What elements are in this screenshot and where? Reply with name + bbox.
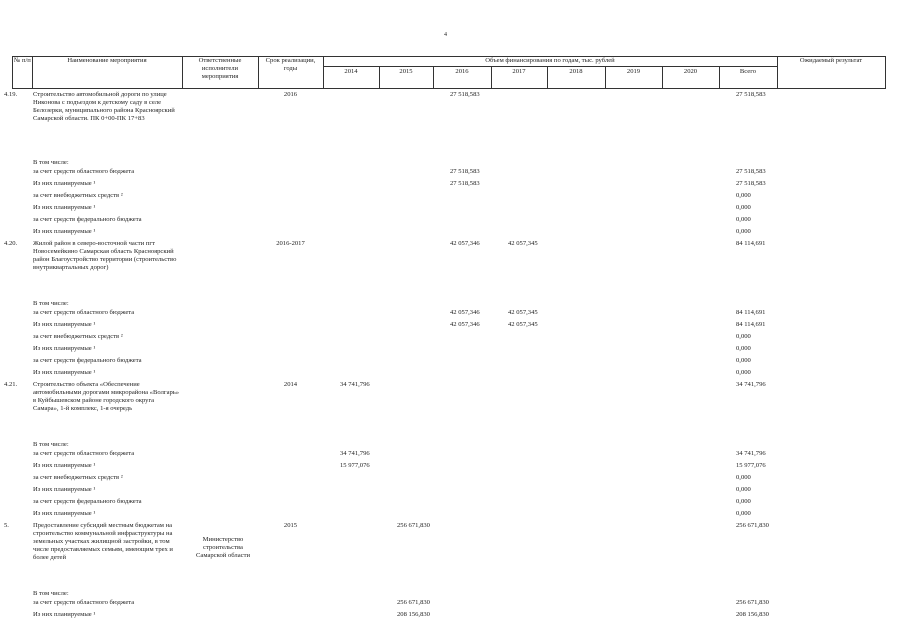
row-label: за счет внебюджетных средств ²: [33, 192, 123, 199]
header-responsible: Ответственные исполнители мероприятия: [198, 57, 242, 80]
header-funding: Объем финансирования по годам, тыс. рублей: [485, 57, 615, 64]
row-value-v2016: 27 518,583: [450, 180, 480, 187]
row-value-v2014: 15 977,076: [340, 462, 370, 469]
row-label: за счет средств областного бюджета: [33, 599, 135, 606]
row-number: 4.20.: [4, 240, 18, 247]
row-label: Из них планируемые ¹: [33, 486, 96, 493]
header-year: 2015: [399, 68, 413, 75]
year-row-divider: [323, 66, 777, 67]
row-label: за счет средств федерального бюджета: [33, 498, 142, 505]
row-value-v2016: 42 057,346: [450, 240, 480, 247]
row-value-v2016: 42 057,346: [450, 321, 480, 328]
row-number: 4.21.: [4, 381, 18, 388]
row-label: за счет средств областного бюджета: [33, 309, 135, 316]
row-period: 2015: [283, 522, 298, 529]
row-value-total: 34 741,796: [736, 450, 766, 457]
row-value-v2016: 27 518,583: [450, 91, 480, 98]
row-value-total: 0,000: [736, 228, 751, 235]
row-value-total: 0,000: [736, 474, 751, 481]
row-value-v2015: 256 671,830: [397, 522, 430, 529]
row-label: Из них планируемые ¹: [33, 345, 96, 352]
header-year: 2017: [512, 68, 526, 75]
row-label: за счет средств федерального бюджета: [33, 216, 142, 223]
row-responsible: Министерство строительства Самарской области: [196, 536, 250, 559]
row-value-total: 0,000: [736, 333, 751, 340]
row-label: за счет средств областного бюджета: [33, 168, 135, 175]
header-year: 2020: [683, 68, 698, 75]
row-value-v2014: 34 741,796: [340, 381, 370, 388]
row-value-total: 256 671,830: [736, 522, 769, 529]
row-value-v2015: 208 156,830: [397, 611, 430, 618]
row-name: Строительство автомобильной дороги по улице Никонова с подъездом к детскому саду в селе Белозерки, муниципального района Красноярский Самарской области. ПК 0+00-ПК 17+83: [33, 91, 175, 122]
row-name: Строительство объекта «Обеспечение автомобильными дорогами микрорайона «Волгарь» в Куйбышевском районе городского округа Самара», 1-й комплекс, 1-я очередь: [33, 381, 180, 412]
row-label: В том числе:: [33, 300, 69, 307]
page-number: 4: [444, 32, 447, 38]
header-col-border: [885, 56, 886, 89]
row-period: 2016-2017: [276, 240, 305, 247]
row-value-v2017: 42 057,345: [508, 240, 538, 247]
row-value-total: 0,000: [736, 486, 751, 493]
row-value-total: 0,000: [736, 192, 751, 199]
row-label: Из них планируемые ¹: [33, 228, 96, 235]
row-name: Предоставление субсидий местным бюджетам на строительство коммунальной инфраструктуры на земельных участках жилищной застройки, в том числе предоставляемых семьям, имеющим трех и более детей: [33, 522, 173, 561]
header-num: № п/п: [14, 57, 31, 64]
header-name: Наименование мероприятия: [67, 57, 147, 64]
row-label: В том числе:: [33, 441, 69, 448]
header-col-border: [182, 56, 183, 89]
row-value-total: 27 518,583: [736, 91, 766, 98]
row-value-total: 256 671,830: [736, 599, 769, 606]
row-value-total: 0,000: [736, 369, 751, 376]
row-label: Из них планируемые ¹: [33, 204, 96, 211]
row-label: за счет средств федерального бюджета: [33, 357, 142, 364]
row-value-total: 0,000: [736, 510, 751, 517]
header-period: Срок реализации, годы: [265, 57, 316, 72]
row-value-total: 0,000: [736, 498, 751, 505]
row-value-total: 27 518,583: [736, 180, 766, 187]
header-col-border: [12, 56, 13, 89]
row-period: 2016: [283, 91, 298, 98]
header-year: Всего: [739, 68, 757, 75]
row-value-v2016: 42 057,346: [450, 309, 480, 316]
row-name: Жилой район в северо-восточной части пгт Новосемейкино Самарская область Красноярский район Благоустройство территории (строительство внутриквартальных дорог): [33, 240, 177, 271]
row-value-total: 15 977,076: [736, 462, 766, 469]
header-bottom-border: [12, 88, 885, 89]
row-value-v2016: 27 518,583: [450, 168, 480, 175]
header-year: 2018: [569, 68, 583, 75]
row-value-total: 0,000: [736, 216, 751, 223]
header-year: 2014: [344, 68, 358, 75]
row-value-v2014: 34 741,796: [340, 450, 370, 457]
row-value-total: 84 114,691: [736, 309, 766, 316]
row-number: 4.19.: [4, 91, 18, 98]
row-value-v2015: 256 671,830: [397, 599, 430, 606]
header-year: 2019: [626, 68, 641, 75]
row-label: В том числе:: [33, 159, 69, 166]
header-year: 2016: [455, 68, 469, 75]
row-label: Из них планируемые ¹: [33, 510, 96, 517]
row-label: за счет средств областного бюджета: [33, 450, 135, 457]
row-value-total: 84 114,691: [736, 240, 766, 247]
row-label: Из них планируемые ¹: [33, 611, 96, 618]
row-label: за счет внебюджетных средств ²: [33, 333, 123, 340]
row-value-total: 0,000: [736, 204, 751, 211]
row-period: 2014: [283, 381, 298, 388]
row-label: В том числе:: [33, 590, 69, 597]
row-label: Из них планируемые ¹: [33, 321, 96, 328]
row-value-total: 0,000: [736, 345, 751, 352]
row-value-v2017: 42 057,345: [508, 309, 538, 316]
row-value-v2017: 42 057,345: [508, 321, 538, 328]
row-label: Из них планируемые ¹: [33, 462, 96, 469]
row-number: 5.: [4, 522, 9, 529]
row-value-total: 27 518,583: [736, 168, 766, 175]
row-value-total: 84 114,691: [736, 321, 766, 328]
row-label: Из них планируемые ¹: [33, 369, 96, 376]
row-value-total: 0,000: [736, 357, 751, 364]
row-label: за счет внебюджетных средств ²: [33, 474, 123, 481]
row-label: Из них планируемые ¹: [33, 180, 96, 187]
row-value-total: 208 156,830: [736, 611, 769, 618]
row-value-total: 34 741,796: [736, 381, 766, 388]
header-result: Ожидаемый результат: [799, 57, 863, 64]
